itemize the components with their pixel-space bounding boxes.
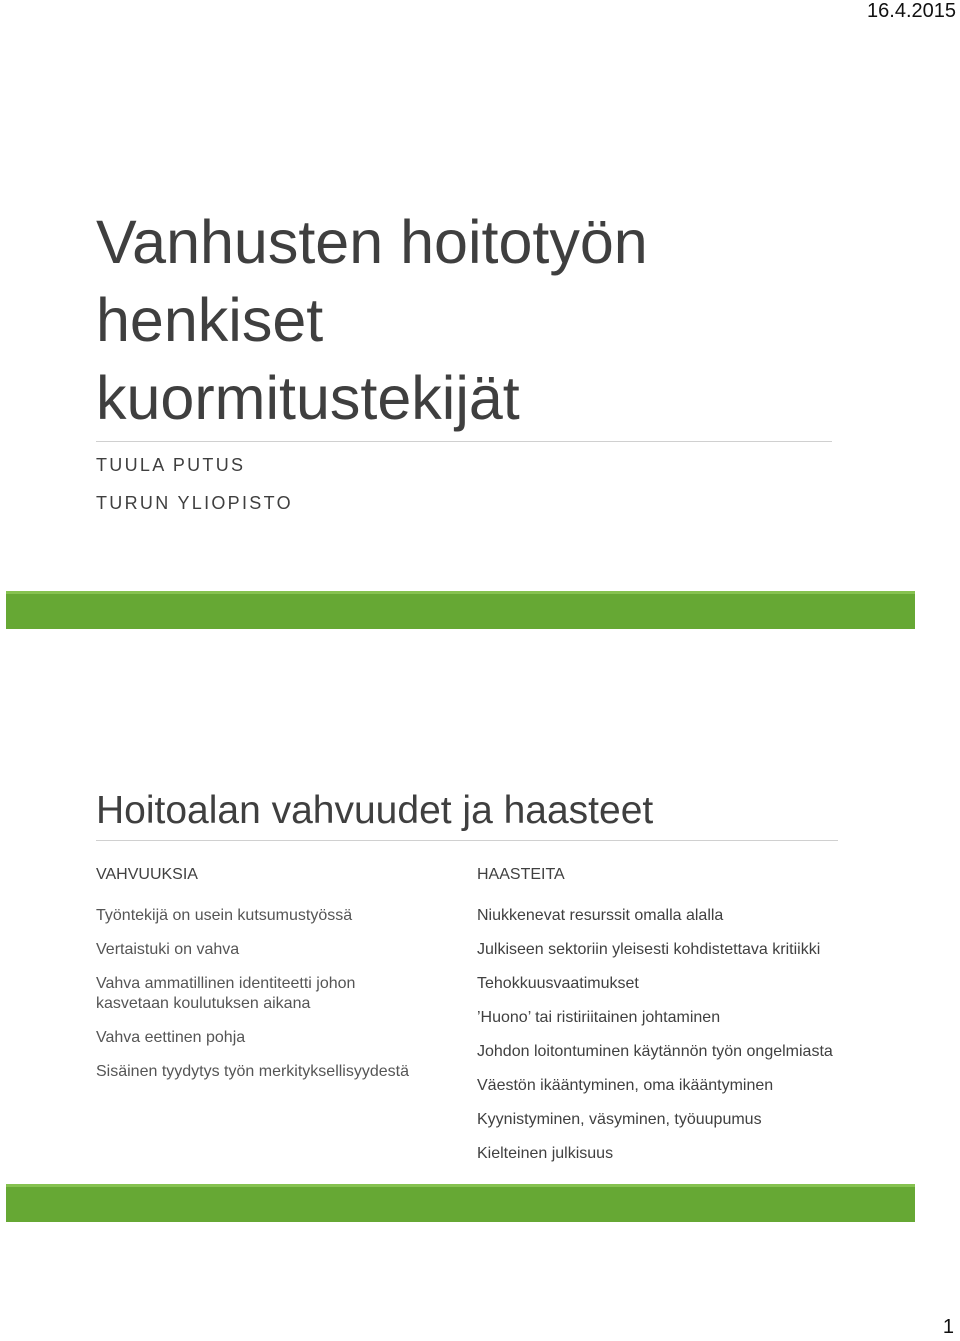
slide1-title-line-3: kuormitustekijät	[96, 364, 520, 432]
document-date: 16.4.2015	[867, 0, 956, 22]
list-item: Niukkenevat resurssit omalla alalla	[477, 907, 724, 924]
list-item: Tehokkuusvaatimukset	[477, 975, 639, 992]
list-item: Vertaistuki on vahva	[96, 941, 240, 958]
slide-footer-bar	[6, 1184, 915, 1222]
list-item: Sisäinen tyydytys työn merkityksellisyydestä	[96, 1063, 409, 1080]
slide-footer-bar	[6, 591, 915, 629]
slide1-title-line-1: Vanhusten hoitotyön	[96, 208, 648, 276]
list-item: ’Huono’ tai ristiriitainen johtaminen	[477, 1009, 721, 1026]
list-item: Julkiseen sektoriin yleisesti kohdistettava kritiikki	[477, 941, 821, 958]
title-divider	[96, 441, 832, 442]
page-number: 1	[942, 1316, 954, 1338]
title-divider	[96, 840, 838, 841]
strengths-heading: VAHVUUKSIA	[96, 866, 198, 883]
slide2-title: Hoitoalan vahvuudet ja haasteet	[96, 789, 654, 832]
list-item: Väestön ikääntyminen, oma ikääntyminen	[477, 1077, 774, 1094]
slide1-title-line-2: henkiset	[96, 286, 324, 354]
strengths-list	[96, 906, 456, 1096]
list-item: Vahva ammatillinen identiteetti johon kasvetaan koulutuksen aikana	[96, 975, 356, 1012]
list-item: Kyynistyminen, väsyminen, työuupumus	[477, 1111, 762, 1128]
list-item: Kielteinen julkisuus	[477, 1145, 614, 1162]
challenges-heading: HAASTEITA	[477, 866, 565, 883]
challenges-list	[477, 906, 917, 1178]
list-item: Vahva eettinen pohja	[96, 1029, 246, 1046]
list-item: Johdon loitontuminen käytännön työn ongelmiasta	[477, 1043, 833, 1060]
author-affiliation: TURUN YLIOPISTO	[96, 493, 293, 513]
author-name: TUULA PUTUS	[96, 455, 246, 475]
list-item: Työntekijä on usein kutsumustyössä	[96, 907, 353, 924]
